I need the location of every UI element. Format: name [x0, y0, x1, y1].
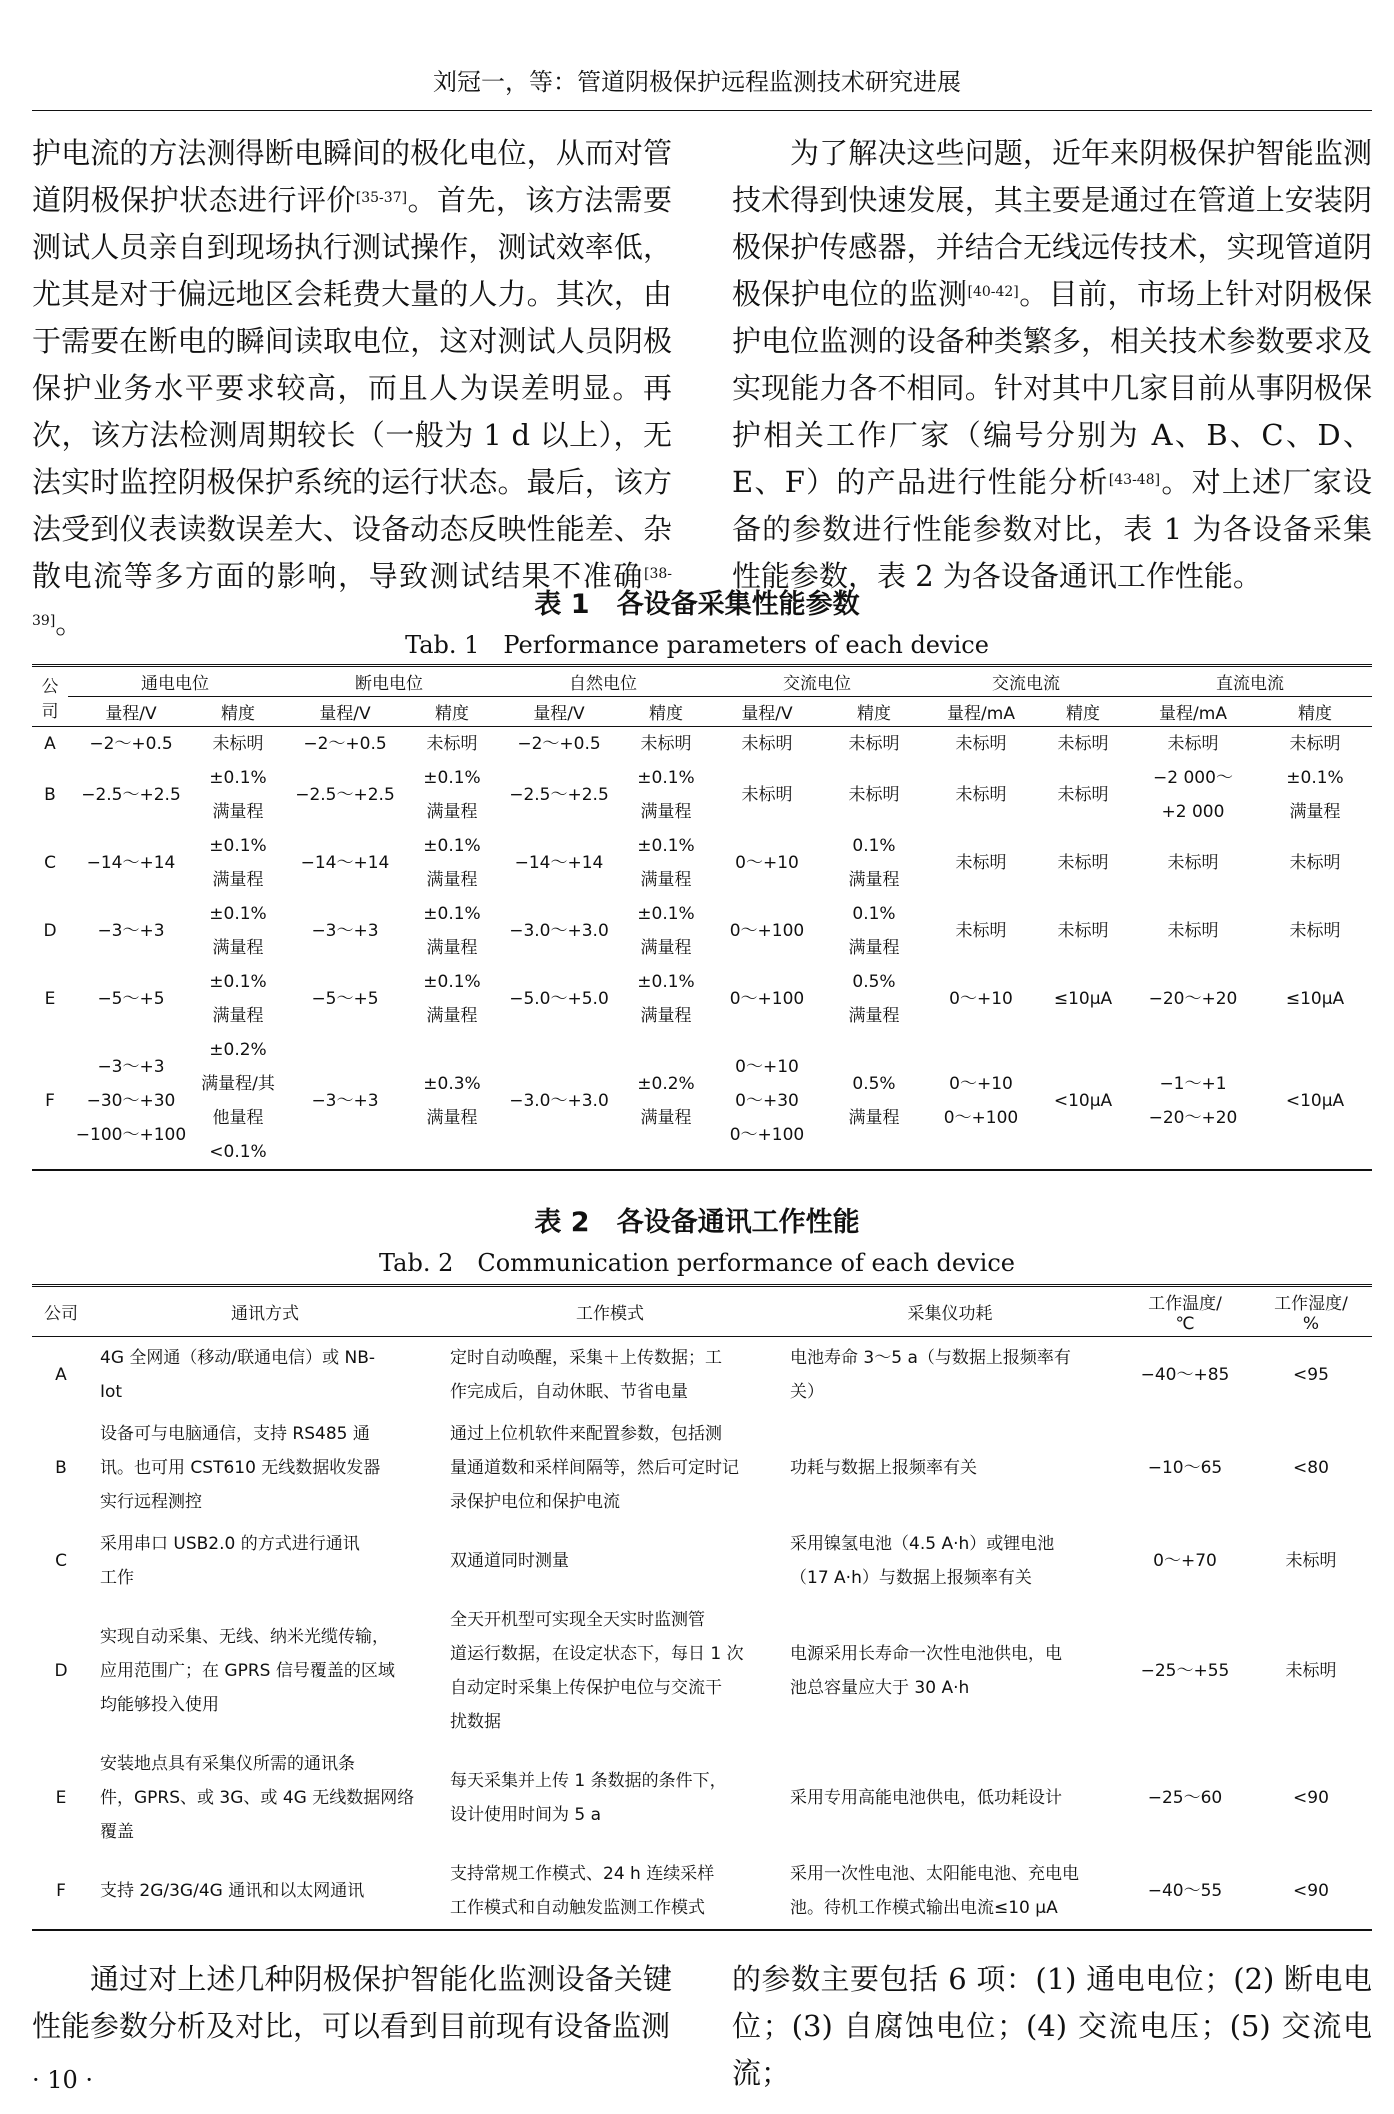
table-cell: 0.5% 满量程 — [824, 1033, 924, 1170]
table-row — [32, 829, 1372, 897]
table-cell: −2.5～+2.5 — [81, 785, 181, 805]
table-cell: −5～+5 — [311, 989, 379, 1009]
table-cell: 未标明 — [1289, 853, 1341, 873]
table-cell: ±0.3% 满量程 — [408, 1033, 496, 1170]
bottom-left-text: 通过对上述几种阴极保护智能化监测设备关键性能参数分析及对比，可以看到目前现有设备监测 — [32, 1962, 672, 2043]
table-cell: 0～+10 0～+100 — [924, 1033, 1038, 1170]
table-cell: 采用一次性电池、太阳能电池、充电电 池。待机工作模式输出电流≤10 μA — [780, 1853, 1120, 1930]
table-cell: −5～+5 — [97, 989, 165, 1009]
table-row — [32, 897, 1372, 965]
table-cell: ±0.1% 满量程 — [637, 972, 695, 1026]
table1-group-header: 交流电位 — [710, 666, 924, 697]
table-cell: D — [43, 921, 57, 941]
table-cell: 通过上位机软件来配置参数，包括测 量通道数和采样间隔等，然后可定时记 录保护电位和保护电流 — [450, 1424, 739, 1512]
citation[interactable]: [35-37] — [355, 190, 408, 206]
table-cell: 未标明 — [426, 734, 478, 754]
table1-subheader: 量程/mA — [924, 697, 1038, 727]
table2-header: 公司 — [32, 1286, 90, 1337]
table-cell: ≤10μA — [1285, 989, 1345, 1009]
table1-subheader: 量程/V — [710, 697, 824, 727]
table-cell: F — [32, 1853, 90, 1930]
table1-subheader: 精度 — [622, 697, 710, 727]
table1-group-header: 自然电位 — [496, 666, 710, 697]
table2-header: 工作温度/ ℃ — [1120, 1286, 1250, 1337]
table-cell: 0～+100 — [729, 921, 805, 941]
table-cell: −25～60 — [1147, 1788, 1223, 1808]
table-cell: 未标明 — [1057, 785, 1109, 805]
table-cell: 0～+10 0～+30 0～+100 — [710, 1033, 824, 1170]
table-row — [32, 727, 1372, 762]
table1-group-header: 直流电流 — [1128, 666, 1372, 697]
table-cell: 未标明 — [955, 921, 1007, 941]
table-cell: ±0.1% 满量程 — [209, 972, 267, 1026]
citation[interactable]: [43-48] — [1108, 472, 1161, 488]
table1-subheader: 量程/V — [68, 697, 194, 727]
table-row — [32, 965, 1372, 1033]
table-cell: 未标明 — [848, 785, 900, 805]
table-cell: 未标明 — [955, 853, 1007, 873]
table-cell: ±0.1% 满量程 — [209, 904, 267, 958]
table-cell: <95 — [1293, 1365, 1329, 1385]
table-cell: ±0.1% 满量程 — [637, 904, 695, 958]
table1-subheader: 量程/V — [282, 697, 408, 727]
table1 — [32, 664, 1372, 1171]
table-cell: 采用镍氢电池（4.5 A·h）或锂电池 （17 A·h）与数据上报频率有关 — [790, 1534, 1055, 1588]
table-cell: −25～+55 — [1140, 1661, 1230, 1681]
table-cell: C — [44, 853, 56, 873]
table-cell: 未标明 — [955, 785, 1007, 805]
table-cell: 4G 全网通（移动/联通电信）或 NB- Iot — [100, 1348, 376, 1402]
citation[interactable]: [40-42] — [967, 284, 1019, 300]
bottom-right-text: 的参数主要包括 6 项：(1) 通电电位；(2) 断电电位；(3) 自腐蚀电位；(4) 交流电压；(5) 交流电流； — [732, 1962, 1372, 2090]
table-cell: 0～+10 — [949, 989, 1013, 1009]
table-cell: B — [55, 1458, 67, 1478]
table-cell: −3.0～+3.0 — [496, 1033, 622, 1170]
table-cell: 0.1% 满量程 — [848, 904, 900, 958]
table-cell: 0～+70 — [1153, 1551, 1217, 1571]
table-cell: ≤10μA — [1053, 989, 1113, 1009]
table-cell: −2～+0.5 — [517, 734, 601, 754]
table-cell: E — [44, 989, 56, 1009]
table-cell: ±0.1% 满量程 — [423, 904, 481, 958]
left-column — [32, 130, 672, 647]
table-cell: −40～+85 — [1140, 1365, 1230, 1385]
table1-group-header: 断电电位 — [282, 666, 496, 697]
right-paragraph: 为了解决这些问题，近年来阴极保护智能监测技术得到快速发展，其主要是通过在管道上安装阴极保护传感器，并结合无线远传技术，实现管道阴极保护电位的监测[40-42]。目前，市场上针对阴极保护电位监测的设备种类繁多，相关技术参数要求及实现能力各不相同。针对其中几家目前从事阴极保护相关工作厂家（编号分别为 A、B、C、D、E、F）的产品进行性能分析[43-48]。对上述厂家设备的参数进行性能参数对比，表 1 为各设备采集性能参数，表 2 为各设备通讯工作性能。 — [732, 136, 1372, 593]
table1-group-header: 交流电流 — [924, 666, 1128, 697]
table-cell: ±0.1% 满量程 — [423, 768, 481, 822]
table-cell: −2 000～ +2 000 — [1153, 768, 1233, 822]
table-cell: F — [32, 1033, 68, 1170]
table-cell: −20～+20 — [1148, 989, 1238, 1009]
table-cell: 电池寿命 3～5 a（与数据上报频率有 关） — [790, 1348, 1071, 1402]
table-cell: <80 — [1293, 1458, 1329, 1478]
table-cell: 未标明 — [640, 734, 692, 754]
table-cell: 定时自动唤醒，采集＋上传数据；工 作完成后，自动休眠、节省电量 — [450, 1348, 722, 1402]
table2-header: 通讯方式 — [90, 1286, 440, 1337]
right-column — [732, 130, 1372, 600]
table-cell: 未标明 — [741, 734, 793, 754]
table1-caption-zh: 表 1 各设备采集性能参数 — [534, 589, 860, 620]
table1-subheader: 精度 — [1038, 697, 1128, 727]
table-row — [32, 1599, 1372, 1743]
table2-header: 工作模式 — [440, 1286, 780, 1337]
header-rule — [32, 110, 1372, 111]
table-cell: −3.0～+3.0 — [509, 921, 609, 941]
table-cell: 每天采集并上传 1 条数据的条件下， 设计使用时间为 5 a — [450, 1771, 727, 1825]
table1-subheader: 精度 — [824, 697, 924, 727]
table-row — [32, 1853, 1372, 1930]
table-cell: 安装地点具有采集仪所需的通讯条 件，GPRS、或 3G、或 4G 无线数据网络 覆盖 — [100, 1754, 415, 1842]
table1-subheader: 精度 — [408, 697, 496, 727]
citation[interactable]: [38-39] — [32, 566, 672, 629]
table-cell: −2.5～+2.5 — [509, 785, 609, 805]
table-cell: −2～+0.5 — [89, 734, 173, 754]
table-cell: ±0.1% 满量程 — [423, 836, 481, 890]
table-cell: 未标明 — [1057, 734, 1109, 754]
table-cell: B — [44, 785, 56, 805]
table1-subheader: 量程/V — [496, 697, 622, 727]
table-cell: −3～+3 — [282, 1033, 408, 1170]
table1-subheader: 精度 — [194, 697, 282, 727]
table-cell: −3～+3 — [97, 921, 165, 941]
table-cell: 未标明 — [1289, 921, 1341, 941]
table-cell: 采用专用高能电池供电，低功耗设计 — [790, 1788, 1062, 1808]
table-cell: −2.5～+2.5 — [295, 785, 395, 805]
table-cell: 未标明 — [1289, 734, 1341, 754]
table-cell: 0.5% 满量程 — [848, 972, 900, 1026]
table-cell: −5.0～+5.0 — [509, 989, 609, 1009]
table-cell: ±0.1% 满量程 — [423, 972, 481, 1026]
table-cell: ±0.1% 满量程 — [209, 836, 267, 890]
table-cell: ±0.1% 满量程 — [637, 768, 695, 822]
table-cell: ±0.1% 满量程 — [1286, 768, 1344, 822]
table-cell: <10μA — [1258, 1033, 1372, 1170]
table-row — [32, 1523, 1372, 1599]
table-cell: 未标明 — [955, 734, 1007, 754]
table-cell: −1～+1 −20～+20 — [1128, 1033, 1258, 1170]
table-cell: 功耗与数据上报频率有关 — [790, 1458, 977, 1478]
table-cell: 支持 2G/3G/4G 通讯和以太网通讯 — [90, 1853, 440, 1930]
table1-caption-en: Tab. 1 Performance parameters of each device — [405, 631, 989, 659]
table-cell: −14～+14 — [300, 853, 390, 873]
table-cell: 设备可与电脑通信，支持 RS485 通 讯。也可用 CST610 无线数据收发器 实行远程测控 — [100, 1424, 381, 1512]
table-row — [32, 1337, 1372, 1414]
table-cell: 未标明 — [1057, 853, 1109, 873]
table-cell: −3～+3 — [311, 921, 379, 941]
table-cell: 未标明 — [1057, 921, 1109, 941]
table-cell: 实现自动采集、无线、纳米光缆传输， 应用范围广；在 GPRS 信号覆盖的区域 均能够投入使用 — [100, 1627, 395, 1715]
table-cell: 未标明 — [1285, 1551, 1337, 1571]
table-cell: −10～65 — [1147, 1458, 1223, 1478]
table-cell: <10μA — [1038, 1033, 1128, 1170]
table-row — [32, 1413, 1372, 1523]
table1-subheader: 量程/mA — [1128, 697, 1258, 727]
table-cell: 0.1% 满量程 — [848, 836, 900, 890]
table-cell: 支持常规工作模式、24 h 连续采样 工作模式和自动触发监测工作模式 — [440, 1853, 780, 1930]
table-cell: 全天开机型可实现全天实时监测管 道运行数据，在设定状态下，每日 1 次 自动定时采集上传保护电位与交流干 扰数据 — [450, 1610, 744, 1732]
table-row — [32, 1743, 1372, 1853]
table2 — [32, 1284, 1372, 1931]
table-cell: 双通道同时测量 — [450, 1551, 569, 1571]
table-cell: −14～+14 — [514, 853, 604, 873]
table-cell: −2～+0.5 — [303, 734, 387, 754]
running-title: 刘冠一，等：管道阴极保护远程监测技术研究进展 — [433, 68, 961, 96]
table-cell: C — [55, 1551, 67, 1571]
table-cell: <90 — [1250, 1853, 1372, 1930]
table-cell: −40～55 — [1120, 1853, 1250, 1930]
table1-subheader: 精度 — [1258, 697, 1372, 727]
table-cell: 未标明 — [1167, 853, 1219, 873]
table-cell: ±0.1% 满量程 — [209, 768, 267, 822]
table1-company-header: 公司 — [32, 666, 68, 727]
table-row — [32, 1033, 1372, 1170]
table-cell: 未标明 — [1285, 1661, 1337, 1681]
table-cell: A — [55, 1365, 67, 1385]
table-cell: 未标明 — [212, 734, 264, 754]
table-cell: 电源采用长寿命一次性电池供电，电 池总容量应大于 30 A·h — [790, 1644, 1062, 1698]
table-cell: 未标明 — [1167, 734, 1219, 754]
table-cell: −3～+3 −30～+30 −100～+100 — [68, 1033, 194, 1170]
table-cell: E — [55, 1788, 67, 1808]
table-cell: ±0.1% 满量程 — [637, 836, 695, 890]
table-cell: 0～+10 — [735, 853, 799, 873]
table-cell: 采用串口 USB2.0 的方式进行通讯 工作 — [100, 1534, 360, 1588]
table-cell: A — [44, 734, 56, 754]
table-cell: ±0.2% 满量程 — [622, 1033, 710, 1170]
table-cell: D — [54, 1661, 68, 1681]
table-cell: −14～+14 — [86, 853, 176, 873]
table-row — [32, 761, 1372, 829]
table-cell: 未标明 — [741, 785, 793, 805]
table-cell: 0～+100 — [729, 989, 805, 1009]
table-cell: <90 — [1293, 1788, 1329, 1808]
table-cell: ±0.2% 满量程/其 他量程 <0.1% — [194, 1033, 282, 1170]
table2-header: 工作湿度/ % — [1250, 1286, 1372, 1337]
page-number: · 10 · — [32, 2066, 94, 2094]
table1-group-header: 通电电位 — [68, 666, 282, 697]
left-paragraph: 护电流的方法测得断电瞬间的极化电位，从而对管道阴极保护状态进行评价[35-37]。首先，该方法需要测试人员亲自到现场执行测试操作，测试效率低，尤其是对于偏远地区会耗费大量的人力。其次，由于需要在断电的瞬间读取电位，这对测试人员阴极保护业务水平要求较高，而且人为误差明显。再次，该方法检测周期较长（一般为 1 d 以上），无法实时监控阴极保护系统的运行状态。最后，该方法受到仪表读数误差大、设备动态反映性能差、杂散电流等多方面的影响，导致测试结果不准确[38-39]。 — [32, 136, 672, 640]
table2-caption-zh: 表 2 各设备通讯工作性能 — [534, 1207, 860, 1238]
table2-caption-en: Tab. 2 Communication performance of each device — [379, 1249, 1015, 1277]
table-cell: 未标明 — [1167, 921, 1219, 941]
table-cell: 未标明 — [848, 734, 900, 754]
table2-header: 采集仪功耗 — [780, 1286, 1120, 1337]
